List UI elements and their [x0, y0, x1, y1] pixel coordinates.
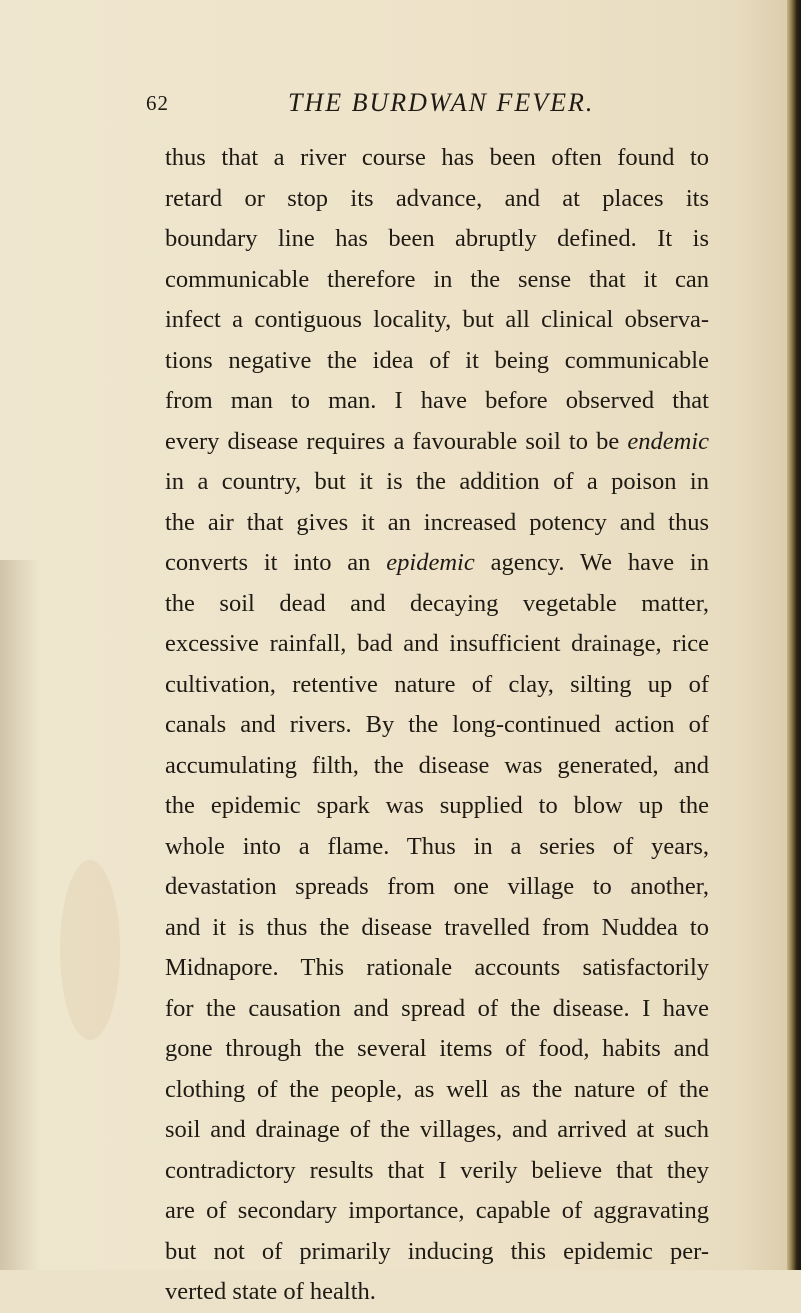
- text-line: soil and drainage of the villages, and arrived at such: [165, 1116, 709, 1143]
- text-line: in a country, but it is the addition of a poison in: [165, 468, 709, 495]
- running-head: [146, 88, 706, 118]
- text-line: devastation spreads from one village to another,: [165, 873, 709, 900]
- text-line: from man to man. I have before observed that: [165, 387, 709, 414]
- text-line: the air that gives it an increased potency and thus: [165, 508, 709, 536]
- text-line: and it is thus the disease travelled from Nuddea to: [165, 913, 709, 941]
- text-line: tions negative the idea of it being communicable: [165, 346, 709, 374]
- text-line: the soil dead and decaying vegetable matter,: [165, 589, 709, 617]
- text-line: every disease requires a favourable soil to be endemic: [165, 427, 709, 455]
- text-line: thus that a river course has been often found to: [165, 144, 709, 171]
- text-line: accumulating filth, the disease was generated, and: [165, 751, 709, 779]
- text-line: are of secondary importance, capable of aggravating: [165, 1197, 709, 1224]
- text-line: Midnapore. This rationale accounts satisfactorily: [165, 954, 709, 981]
- text-line: canals and rivers. By the long-continued action of: [165, 711, 709, 738]
- italic-term: endemic: [627, 427, 709, 455]
- body-text: [165, 138, 709, 1313]
- text-line: whole into a flame. Thus in a series of years,: [165, 832, 709, 860]
- text-line: converts it into an epidemic agency. We have in: [165, 549, 709, 576]
- text-line: contradictory results that I verily believe that they: [165, 1156, 709, 1184]
- text-line: excessive rainfall, bad and insufficient drainage, rice: [165, 630, 709, 657]
- text-line: communicable therefore in the sense that it can: [165, 265, 709, 293]
- text-line: clothing of the people, as well as the nature of the: [165, 1075, 709, 1103]
- page-number: 62: [146, 91, 169, 115]
- book-spine-edge: [787, 0, 801, 1270]
- paper-stain: [60, 860, 120, 1040]
- text-line: retard or stop its advance, and at places its: [165, 184, 709, 212]
- page-gutter-shadow: [0, 560, 40, 1270]
- text-line: cultivation, retentive nature of clay, silting up of: [165, 670, 709, 698]
- text-line: but not of primarily inducing this epidemic per-: [165, 1237, 709, 1265]
- text-line: gone through the several items of food, habits and: [165, 1035, 709, 1062]
- text-line: infect a contiguous locality, but all clinical observa-: [165, 306, 709, 333]
- text-line-last: verted state of health.: [165, 1278, 376, 1305]
- italic-term: epidemic: [386, 549, 475, 576]
- running-title: THE BURDWAN FEVER.: [288, 88, 595, 117]
- text-line: for the causation and spread of the disease. I have: [165, 994, 709, 1022]
- text-line: the epidemic spark was supplied to blow up the: [165, 792, 709, 819]
- text-line: boundary line has been abruptly defined. It is: [165, 225, 709, 252]
